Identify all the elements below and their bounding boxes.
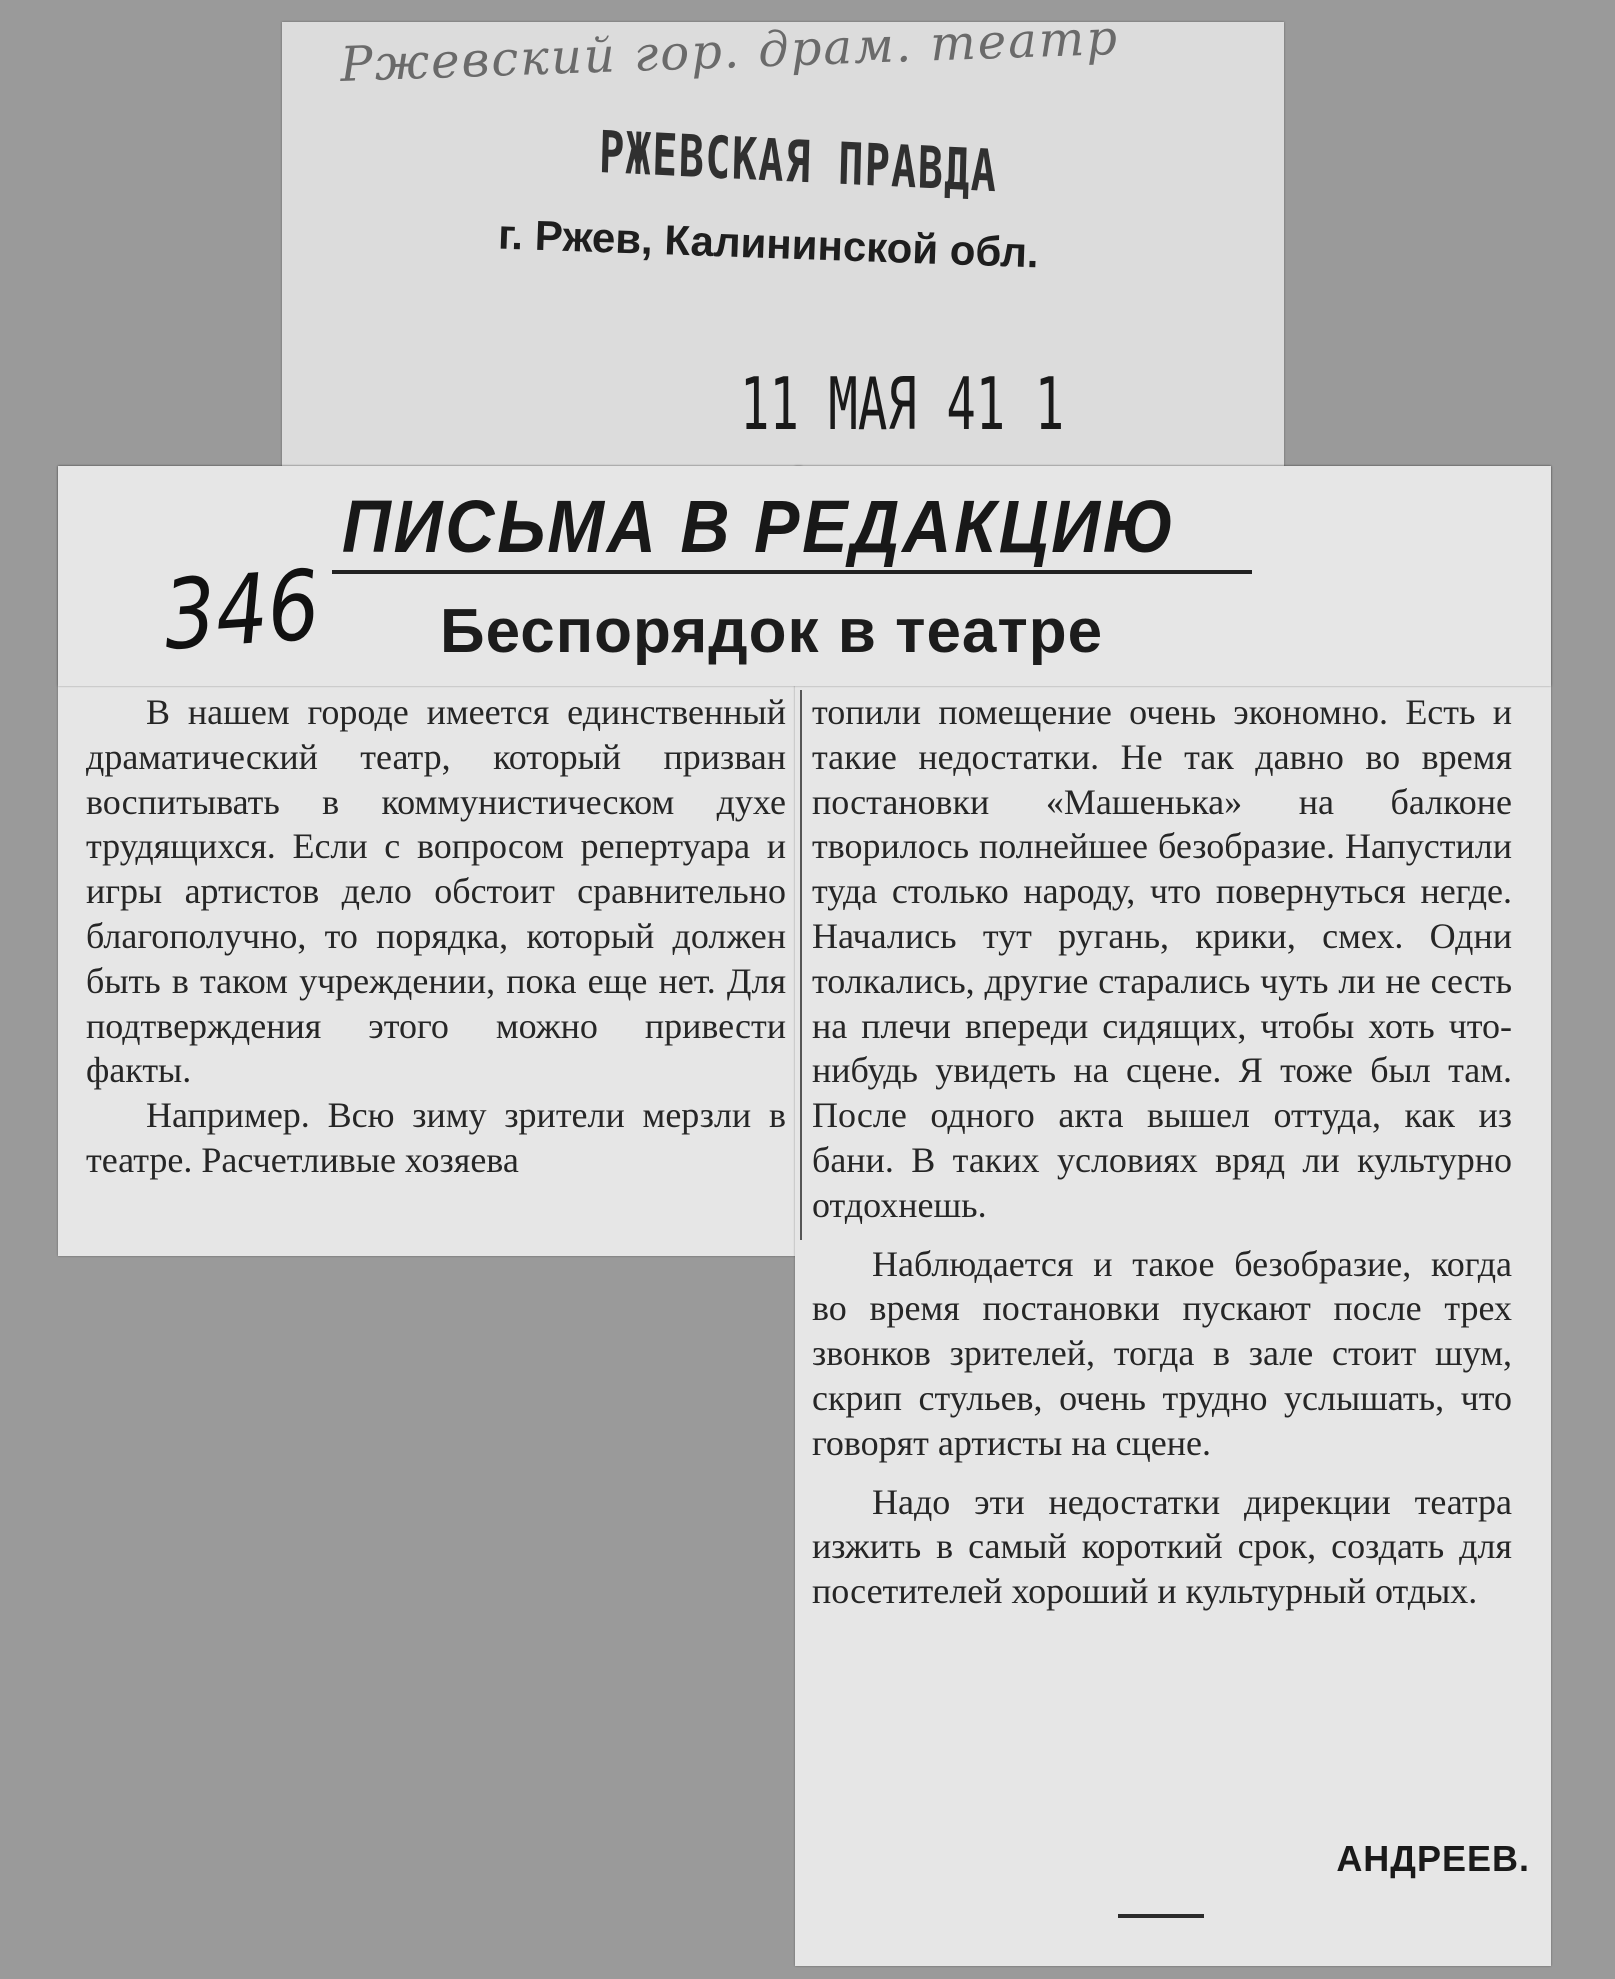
end-rule <box>1118 1914 1204 1918</box>
paragraph: Например. Всю зиму зрители мерзли в театре. Расчетливые хозяева <box>86 1095 786 1180</box>
handwritten-archive-number: 346 <box>160 549 324 672</box>
author-signature: АНДРЕЕВ. <box>1336 1838 1530 1879</box>
paragraph: Наблюдается и такое безобразие, когда во время постановки пускают после трех звонков зрителей, тогда в зале стоит шум, скрип стульев, очень трудно услышать, что говорят артисты на сцене. <box>812 1243 1512 1463</box>
paragraph: В нашем городе имеется единственный драматический театр, который призван воспитывать в коммунистическом духе трудящихся. Если с вопросом репертуара и игры артистов дело обстоит сравнительно благополучно, то порядка, который должен быть в таком учреждении, пока еще нет. Для подтверждения этого можно привести факты. <box>86 692 786 1091</box>
handwritten-note: Ржевский гор. драм. театр <box>339 9 1120 93</box>
date-stamp: 11 МАЯ 41 1 <box>740 362 1065 446</box>
paragraph: топили помещение очень экономно. Есть и такие недостатки. Не так давно во время постановки «Машенька» на балконе творилось полнейшее безобразие. Напустили туда столько народу, что повернуться негде. Начались тут ругань, крики, смех. Одни толкались, другие старались чуть ли не сесть на плечи впереди сидящих, чтобы хоть что-нибудь увидеть на сцене. Я тоже был там. После одного акта вышел оттуда, как из бани. В таких условиях вряд ли культурно отдохнешь. <box>812 692 1512 1225</box>
rubric-title: ПИСЬМА В РЕДАКЦИЮ <box>341 485 1177 568</box>
city-stamp: г. Ржев, Калининской обл. <box>497 210 1040 277</box>
article-headline: Беспорядок в театре <box>440 597 1104 666</box>
paragraph: Надо эти недостатки дирекции театра изжить в самый короткий срок, создать для посетителей хороший и культурный отдых. <box>812 1481 1512 1612</box>
newspaper-name-stamp: РЖЕВСКАЯ ПРАВДА <box>598 118 999 206</box>
left-text-column <box>86 690 786 1183</box>
column-divider <box>800 690 802 1240</box>
rubric-underline <box>332 570 1252 574</box>
right-text-column <box>812 690 1512 1614</box>
